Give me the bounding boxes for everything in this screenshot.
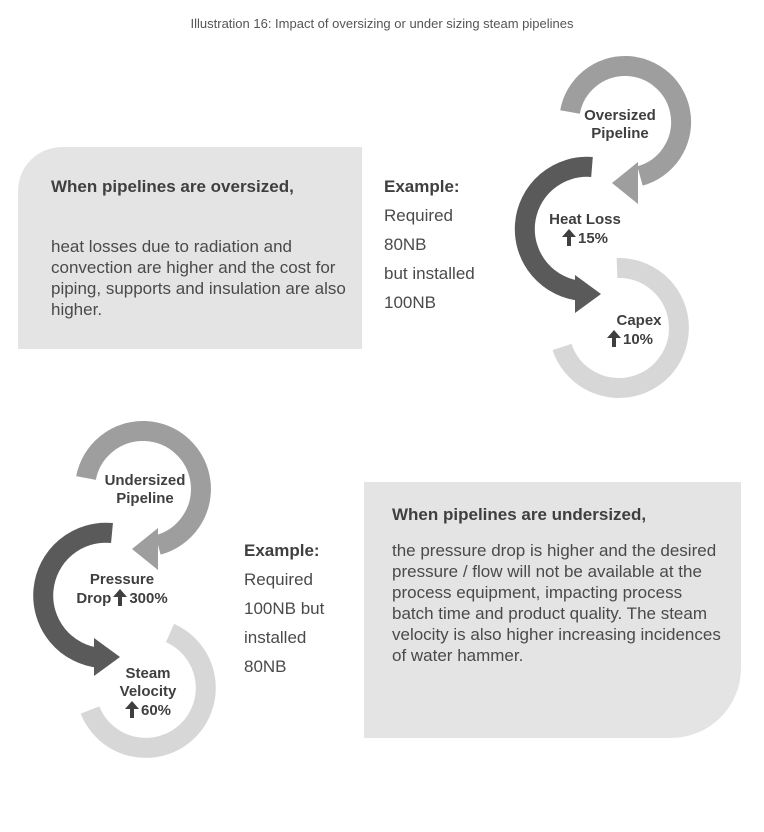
capex-value: 10%: [622, 331, 654, 348]
drop-label: Drop: [76, 590, 112, 607]
up-arrow-icon: [113, 589, 127, 606]
oversized-example-line: 80NB: [384, 235, 427, 254]
pressure-drop-label: [62, 571, 182, 608]
undersized-example-line: 80NB: [244, 657, 287, 676]
capex-title: Capex: [616, 312, 662, 329]
up-arrow-icon: [125, 701, 139, 718]
oversized-example: [384, 172, 504, 317]
oversized-pipeline-label: Oversized Pipeline: [584, 107, 656, 142]
pressure-drop-title: Pressure: [89, 571, 155, 588]
heat-loss-title: Heat Loss: [549, 211, 621, 228]
undersized-arrowhead: [132, 528, 158, 570]
up-arrow-icon: [607, 330, 621, 347]
oversized-example-line: 100NB: [384, 293, 436, 312]
pressure-drop-value-row: [62, 589, 182, 608]
undersized-example-line: Required: [244, 570, 313, 589]
illustration-caption: Illustration 16: Impact of oversizing or under sizing steam pipelines: [190, 16, 574, 31]
oversized-body: heat losses due to radiation and convection are higher and the cost for piping, supports and insulation are also higher.: [51, 237, 346, 319]
undersized-example-title: Example:: [244, 541, 320, 560]
heat-loss-arrowhead: [575, 275, 601, 313]
heat-loss-value-row: [530, 229, 640, 248]
undersized-heading: When pipelines are undersized,: [392, 505, 647, 524]
undersized-info-box: [364, 482, 741, 738]
steam-velocity-label: [108, 665, 188, 720]
capex-value-row: [590, 330, 670, 349]
steam-velocity-value-row: [108, 701, 188, 720]
steam-velocity-value: 60%: [140, 702, 172, 719]
oversized-info-box: [18, 147, 362, 349]
undersized-pipeline-label: Undersized Pipeline: [104, 472, 186, 507]
heat-loss-label: [530, 211, 640, 248]
undersized-example-line: installed: [244, 628, 307, 647]
pressure-drop-value: 300%: [129, 590, 168, 607]
undersized-example: [244, 536, 354, 681]
undersized-example-line: 100NB but: [244, 599, 325, 618]
capex-label: [590, 312, 670, 349]
heat-loss-value: 15%: [577, 230, 609, 247]
oversized-example-line: but installed: [384, 264, 475, 283]
steam-velocity-title: Steam Velocity: [119, 665, 177, 700]
up-arrow-icon: [562, 229, 576, 246]
oversized-example-title: Example:: [384, 177, 460, 196]
oversized-arrowhead: [612, 162, 638, 204]
oversized-heading: When pipelines are oversized,: [51, 177, 294, 196]
oversized-example-line: Required: [384, 206, 453, 225]
undersized-body: the pressure drop is higher and the desired pressure / flow will not be available at the process equipment, impacting process batch time and product quality. The steam velocity is also higher increasing incidences of water hammer.: [392, 541, 721, 665]
